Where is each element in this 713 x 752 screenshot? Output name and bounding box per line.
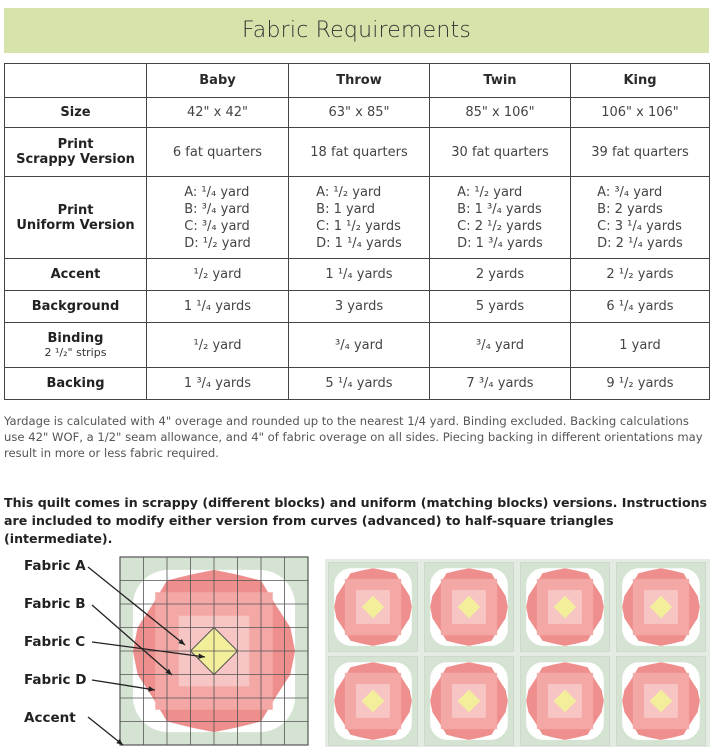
table-cell: [147, 128, 289, 177]
table-cell: [430, 323, 571, 368]
cell-value: ¹/₂ yard: [193, 267, 242, 282]
fabric-b-label: Fabric B: [24, 596, 86, 612]
cell-value: 6 fat quarters: [172, 144, 263, 160]
fabric-amount: D: ¹/₂ yard: [184, 235, 251, 251]
cell-value: 30 fat quarters: [451, 144, 549, 160]
fabric-c-label: Fabric C: [24, 634, 86, 650]
column-header: Twin: [430, 64, 571, 98]
fabric-requirements-table: [4, 63, 710, 400]
fabric-amount: D: 1 ¹/₄ yards: [316, 235, 402, 251]
table-row: [5, 323, 710, 368]
fabric-amount: C: 2 ¹/₂ yards: [457, 218, 542, 234]
table-row: [5, 368, 710, 400]
quilt-block: [328, 562, 418, 652]
fabric-amount: A: ³/₄ yard: [597, 184, 663, 200]
cell-value: ¹/₂ yard: [193, 337, 242, 353]
row-header: [5, 323, 147, 368]
table-cell: [289, 368, 430, 400]
row-header: [5, 177, 147, 259]
row-header-label: Accent: [50, 267, 101, 282]
cell-value: 18 fat quarters: [310, 144, 408, 160]
table-cell: [571, 98, 710, 128]
row-header-label: Size: [60, 105, 91, 120]
fabric-amount: A: ¹/₂ yard: [457, 184, 523, 200]
cell-value: 7 ³/₄ yards: [466, 376, 534, 391]
cell-value: 1 yard: [619, 337, 661, 353]
quilt-block: [616, 656, 706, 746]
row-header-label: Backing: [46, 376, 105, 391]
table-cell: [289, 291, 430, 323]
table-cell: [147, 368, 289, 400]
title-banner: [4, 8, 709, 53]
table-cell: [571, 291, 710, 323]
fabric-amount: B: ³/₄ yard: [184, 201, 250, 217]
cell-value: ³/₄ yard: [335, 337, 383, 353]
column-header: Baby: [147, 64, 289, 98]
row-header-sublabel: 2 ¹/₂" strips: [44, 346, 107, 359]
block-diagram: [0, 540, 320, 752]
table-cell: [289, 128, 430, 177]
table-cell: [571, 323, 710, 368]
fabric-amount: C: 3 ¹/₄ yards: [597, 218, 682, 234]
cell-value: 2 yards: [475, 267, 525, 282]
table-cell: [147, 177, 289, 259]
table-header-row: [5, 64, 710, 98]
pointer-line: [88, 717, 123, 745]
cell-value: 85" x 106": [465, 105, 535, 120]
fabric-d-label: Fabric D: [24, 672, 87, 688]
cell-value: 6 ¹/₄ yards: [606, 299, 674, 314]
accent-label: Accent: [24, 710, 76, 726]
row-header-label: Print Uniform Version: [16, 202, 135, 233]
cell-value: 5 yards: [475, 299, 525, 314]
cell-value: 3 yards: [334, 299, 384, 314]
uniform-fabric-list: [184, 184, 251, 252]
quilt-block: [424, 656, 514, 746]
fabric-amount: D: 2 ¹/₄ yards: [597, 235, 683, 251]
row-header-label: Print Scrappy Version: [16, 137, 135, 167]
table-cell: [571, 177, 710, 259]
uniform-fabric-list: [316, 184, 402, 252]
cell-value: 106" x 106": [601, 105, 679, 120]
table-row: [5, 98, 710, 128]
table-row: [5, 259, 710, 291]
cell-value: ³/₄ yard: [476, 337, 524, 353]
quilt-block: [616, 562, 706, 652]
table-cell: [571, 259, 710, 291]
table-cell: [571, 128, 710, 177]
row-header: [5, 98, 147, 128]
fabric-amount: B: 1 yard: [316, 201, 376, 217]
fabric-amount: A: ¹/₄ yard: [184, 184, 250, 200]
cell-value: 1 ¹/₄ yards: [183, 299, 252, 314]
quilt-block: [520, 656, 610, 746]
quilt-preview-grid: [325, 559, 710, 747]
column-header: King: [571, 64, 710, 98]
page-title: Fabric Requirements: [241, 18, 472, 43]
table-cell: [430, 368, 571, 400]
row-header-label: Binding: [47, 331, 104, 346]
table-cell: [147, 259, 289, 291]
table-cell: [289, 259, 430, 291]
table-cell: [147, 291, 289, 323]
quilt-block: [520, 562, 610, 652]
uniform-fabric-list: [597, 184, 683, 252]
cell-value: 1 ³/₄ yards: [183, 376, 252, 391]
corner-cell: [5, 64, 147, 98]
cell-value: 63" x 85": [328, 105, 390, 120]
row-header-label: Background: [31, 299, 120, 314]
quilt-block: [424, 562, 514, 652]
cell-value: 5 ¹/₄ yards: [325, 376, 393, 391]
fabric-amount: C: 1 ¹/₂ yards: [316, 218, 401, 234]
table-cell: [571, 368, 710, 400]
fabric-amount: A: ¹/₂ yard: [316, 184, 382, 200]
table-cell: [147, 98, 289, 128]
uniform-fabric-list: [457, 184, 543, 252]
fabric-amount: B: 2 yards: [597, 201, 663, 217]
table-cell: [430, 177, 571, 259]
cell-value: 2 ¹/₂ yards: [606, 267, 674, 282]
cell-value: 42" x 42": [186, 105, 248, 120]
cell-value: 9 ¹/₂ yards: [606, 376, 674, 391]
fabric-amount: C: ³/₄ yard: [184, 218, 250, 234]
quilt-block-illustration: [120, 557, 308, 745]
row-header: [5, 259, 147, 291]
table-cell: [289, 98, 430, 128]
cell-value: 39 fat quarters: [591, 144, 689, 160]
column-header: Throw: [289, 64, 430, 98]
fabric-a-label: Fabric A: [24, 558, 86, 574]
row-header: [5, 368, 147, 400]
yardage-note: Yardage is calculated with 4" overage and rounded up to the nearest 1/4 yard. Binding excluded. Backing calculations use 42" WOF, a 1/2" seam allowance, and 4" of fabric overage on all sides. Piecing backing in different orientations may result in more or less fabric required.: [4, 414, 703, 460]
row-header: [5, 128, 147, 177]
versions-info: This quilt comes in scrappy (different blocks) and uniform (matching blocks) versions. Instructions are included to modify either version from curves (advanced) to half-square triangles (intermediate).: [4, 495, 708, 546]
table-cell: [147, 323, 289, 368]
fabric-amount: D: 1 ³/₄ yards: [457, 235, 543, 251]
table-row: [5, 291, 710, 323]
table-cell: [430, 98, 571, 128]
table-cell: [289, 177, 430, 259]
table-row: [5, 128, 710, 177]
table-row: [5, 177, 710, 259]
table-cell: [289, 323, 430, 368]
table-cell: [430, 291, 571, 323]
table-cell: [430, 259, 571, 291]
fabric-amount: B: 1 ³/₄ yards: [457, 201, 542, 217]
cell-value: 1 ¹/₄ yards: [325, 267, 393, 282]
table-cell: [430, 128, 571, 177]
quilt-block: [328, 656, 418, 746]
row-header: [5, 291, 147, 323]
